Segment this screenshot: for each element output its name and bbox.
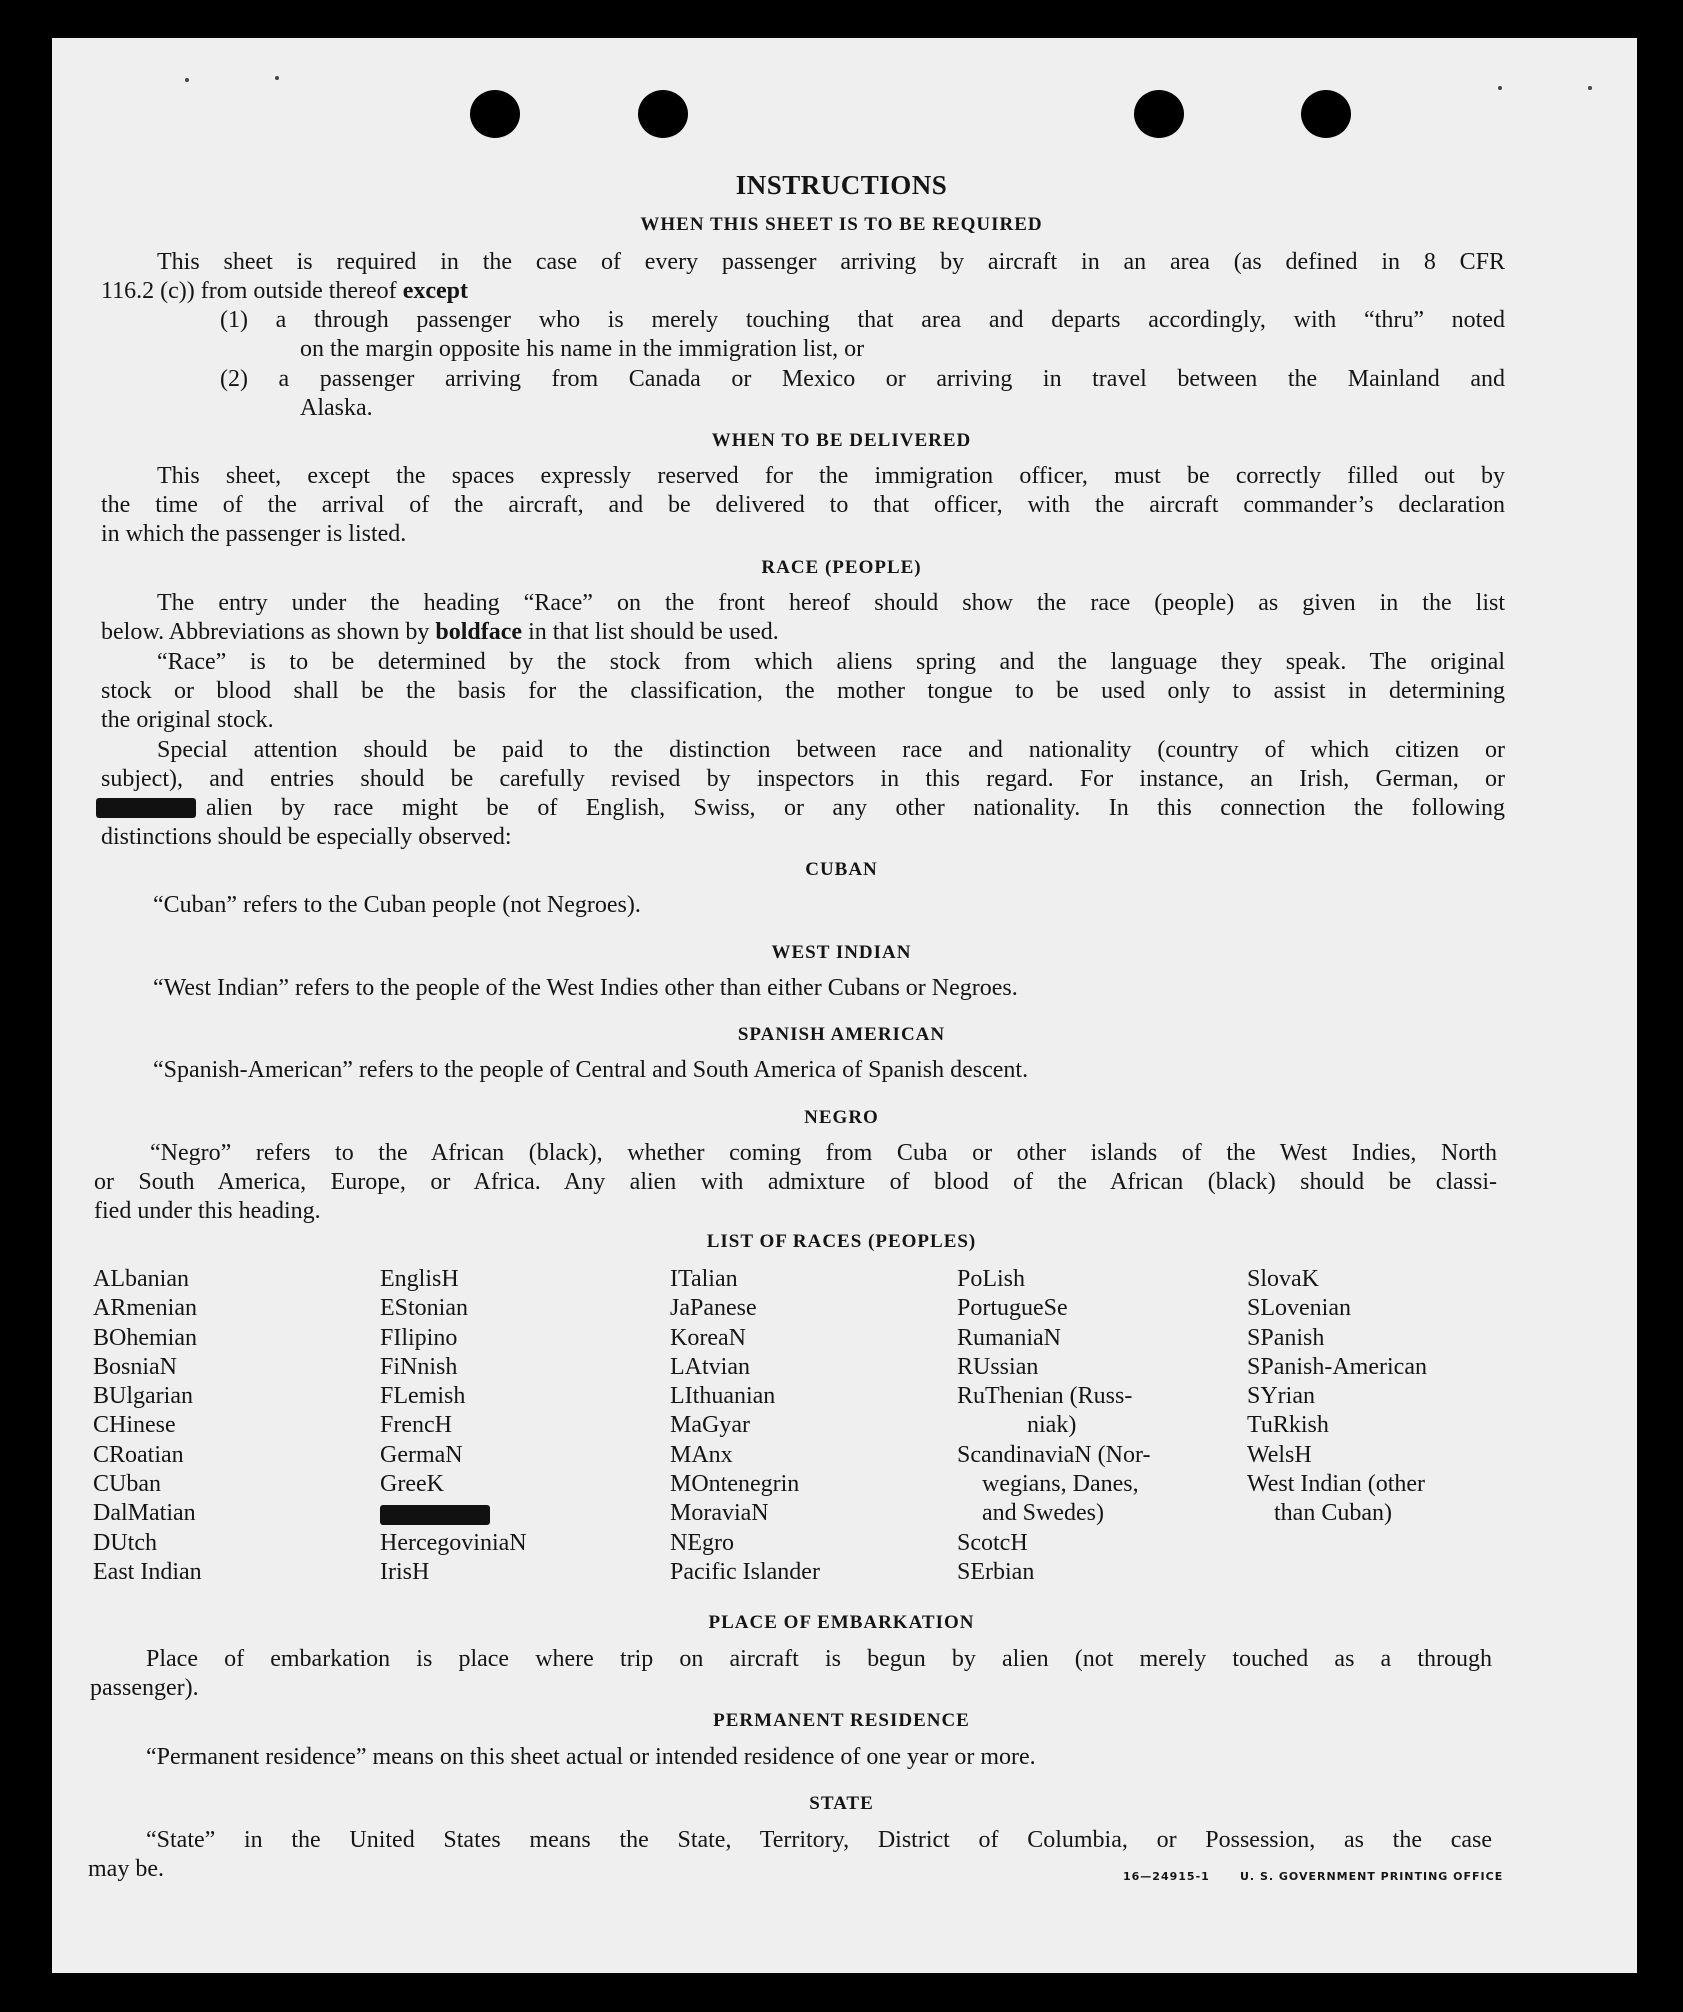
- race-item: GreeK: [380, 1471, 444, 1498]
- race-item: WelsH: [1247, 1441, 1312, 1468]
- speck: [1498, 86, 1502, 90]
- list-item: Alaska.: [300, 395, 373, 421]
- race-item-redacted: [380, 1499, 527, 1528]
- redaction-mark: [96, 798, 196, 818]
- list-item: (1) a through passenger who is merely touching that area and departs accordingly, with “thru” noted: [220, 307, 1505, 333]
- race-item: West Indian (other: [1247, 1471, 1426, 1498]
- speck: [275, 76, 279, 80]
- race-item: BosniaN: [93, 1353, 177, 1380]
- section-heading: SPANISH AMERICAN: [737, 1024, 946, 1045]
- paragraph-line: “West Indian” refers to the people of the West Indies other than either Cubans or Negroes.: [153, 975, 1018, 1001]
- paragraph-line: Special attention should be paid to the distinction between race and nationality (country of which citizen or: [157, 737, 1505, 763]
- race-item: SErbian: [957, 1558, 1035, 1585]
- paragraph-line: passenger).: [90, 1675, 199, 1701]
- paragraph-line: may be.: [88, 1856, 164, 1882]
- paragraph-line: alien by race might be of English, Swiss, or any other nationality. In this connection the following: [206, 795, 1505, 821]
- list-item: on the margin opposite his name in the immigration list, or: [300, 336, 865, 362]
- race-item: ARmenian: [93, 1295, 197, 1322]
- race-item: FrencH: [380, 1412, 452, 1439]
- section-heading: PLACE OF EMBARKATION: [708, 1612, 975, 1633]
- race-item: ITalian: [670, 1266, 738, 1292]
- list-item: (2) a passenger arriving from Canada or Mexico or arriving in travel between the Mainland and: [220, 366, 1505, 392]
- section-heading: STATE: [809, 1793, 874, 1814]
- punch-hole: [1134, 90, 1184, 138]
- page-title: INSTRUCTIONS: [735, 170, 948, 200]
- race-item: SPanish: [1247, 1324, 1325, 1351]
- paragraph-line: This sheet is required in the case of every passenger arriving by aircraft in an area (as defined in 8 CFR: [157, 249, 1505, 275]
- paragraph-line: the original stock.: [101, 707, 274, 733]
- race-item: JaPanese: [670, 1295, 757, 1322]
- paragraph-line: 116.2 (c)) from outside thereof except: [101, 278, 468, 304]
- race-item: EnglisH: [380, 1266, 459, 1292]
- punch-hole: [1301, 90, 1351, 138]
- race-item: FIlipino: [380, 1324, 458, 1351]
- section-heading: RACE (PEOPLE): [761, 557, 922, 578]
- paragraph-line: “Race” is to be determined by the stock from which aliens spring and the language they speak. The original: [157, 649, 1505, 675]
- race-item: CUban: [93, 1471, 161, 1498]
- race-item: LIthuanian: [670, 1383, 776, 1410]
- race-item: SLovenian: [1247, 1295, 1351, 1322]
- race-item: GermaN: [380, 1441, 463, 1468]
- section-heading: LIST OF RACES (PEOPLES): [706, 1231, 977, 1252]
- race-item: Pacific Islander: [670, 1558, 820, 1585]
- paragraph-line: fied under this heading.: [94, 1198, 321, 1224]
- race-item: MaGyar: [670, 1412, 750, 1439]
- race-item: KoreaN: [670, 1324, 746, 1351]
- race-item: ScotcH: [957, 1529, 1028, 1556]
- race-item: BUlgarian: [93, 1383, 193, 1410]
- race-item: HercegoviniaN: [380, 1529, 527, 1556]
- race-item: DalMatian: [93, 1500, 196, 1527]
- race-column: [957, 1265, 1150, 1587]
- race-item: EStonian: [380, 1295, 468, 1322]
- speck: [1588, 86, 1592, 90]
- race-item: TuRkish: [1247, 1412, 1329, 1439]
- race-item: MAnx: [670, 1441, 733, 1468]
- race-item: CRoatian: [93, 1441, 184, 1468]
- race-item: DUtch: [93, 1529, 157, 1556]
- race-item: MoraviaN: [670, 1500, 769, 1527]
- race-item: IrisH: [380, 1558, 430, 1585]
- paragraph-line: “Spanish-American” refers to the people of Central and South America of Spanish descent.: [153, 1057, 1029, 1083]
- redaction-mark: [380, 1505, 490, 1525]
- paragraph-line: or South America, Europe, or Africa. Any alien with admixture of blood of the African (black) should be classi-: [94, 1169, 1497, 1195]
- race-item: wegians, Danes,: [982, 1471, 1139, 1498]
- paragraph-line: “Cuban” refers to the Cuban people (not Negroes).: [153, 892, 641, 918]
- paragraph-line: “Permanent residence” means on this sheet actual or intended residence of one year or more.: [146, 1744, 1036, 1770]
- form-number: 16—24915-1: [1123, 1870, 1210, 1883]
- paragraph-line: stock or blood shall be the basis for the classification, the mother tongue to be used only to assist in determining: [101, 678, 1505, 704]
- race-item: than Cuban): [1274, 1500, 1392, 1527]
- race-item: RumaniaN: [957, 1324, 1061, 1351]
- race-item: BOhemian: [93, 1324, 197, 1351]
- section-heading: CUBAN: [805, 859, 878, 880]
- race-item: PortugueSe: [957, 1295, 1068, 1322]
- race-item: MOntenegrin: [670, 1471, 800, 1498]
- race-item: LAtvian: [670, 1353, 750, 1380]
- section-heading: PERMANENT RESIDENCE: [713, 1710, 970, 1731]
- race-item: ALbanian: [93, 1266, 189, 1292]
- paragraph-line: distinctions should be especially observed:: [101, 824, 512, 850]
- paragraph-line: This sheet, except the spaces expressly reserved for the immigration officer, must be correctly filled out by: [157, 463, 1505, 489]
- printer-imprint: U. S. GOVERNMENT PRINTING OFFICE: [1240, 1870, 1504, 1883]
- race-column: [93, 1265, 202, 1587]
- race-item: PoLish: [957, 1266, 1026, 1292]
- paragraph-line: the time of the arrival of the aircraft, and be delivered to that officer, with the aircraft commander’s declaration: [101, 492, 1505, 518]
- paragraph-line: Place of embarkation is place where trip on aircraft is begun by alien (not merely touched as a through: [146, 1646, 1492, 1672]
- punch-hole: [470, 90, 520, 138]
- paragraph-line: “State” in the United States means the State, Territory, District of Columbia, or Possession, as the case: [146, 1827, 1492, 1853]
- race-item: niak): [1027, 1412, 1077, 1439]
- race-item: RuThenian (Russ-: [957, 1383, 1133, 1410]
- punch-hole: [638, 90, 688, 138]
- paragraph-line: subject), and entries should be carefully revised by inspectors in this regard. For instance, an Irish, German, or: [101, 766, 1505, 792]
- race-item: SlovaK: [1247, 1266, 1319, 1292]
- section-heading: WEST INDIAN: [771, 942, 912, 963]
- race-item: FiNnish: [380, 1353, 458, 1380]
- race-column: [1247, 1265, 1427, 1529]
- race-item: FLemish: [380, 1383, 466, 1410]
- race-item: East Indian: [93, 1558, 202, 1585]
- race-item: CHinese: [93, 1412, 176, 1439]
- speck: [185, 78, 189, 82]
- paragraph-line: “Negro” refers to the African (black), whether coming from Cuba or other islands of the West Indies, North: [150, 1140, 1497, 1166]
- race-item: SYrian: [1247, 1383, 1315, 1410]
- section-heading: WHEN THIS SHEET IS TO BE REQUIRED: [640, 214, 1043, 235]
- race-item: ScandinaviaN (Nor-: [957, 1441, 1151, 1468]
- race-column: [670, 1265, 820, 1587]
- paragraph-line: in which the passenger is listed.: [101, 521, 407, 547]
- race-item: and Swedes): [982, 1500, 1104, 1527]
- race-column: [380, 1265, 527, 1587]
- race-item: NEgro: [670, 1529, 734, 1556]
- paragraph-line: The entry under the heading “Race” on the front hereof should show the race (people) as given in the list: [157, 590, 1505, 616]
- section-heading: NEGRO: [804, 1107, 879, 1128]
- race-item: RUssian: [957, 1353, 1039, 1380]
- race-item: SPanish-American: [1247, 1353, 1427, 1380]
- section-heading: WHEN TO BE DELIVERED: [711, 430, 972, 451]
- paragraph-line: below. Abbreviations as shown by boldface in that list should be used.: [101, 619, 779, 645]
